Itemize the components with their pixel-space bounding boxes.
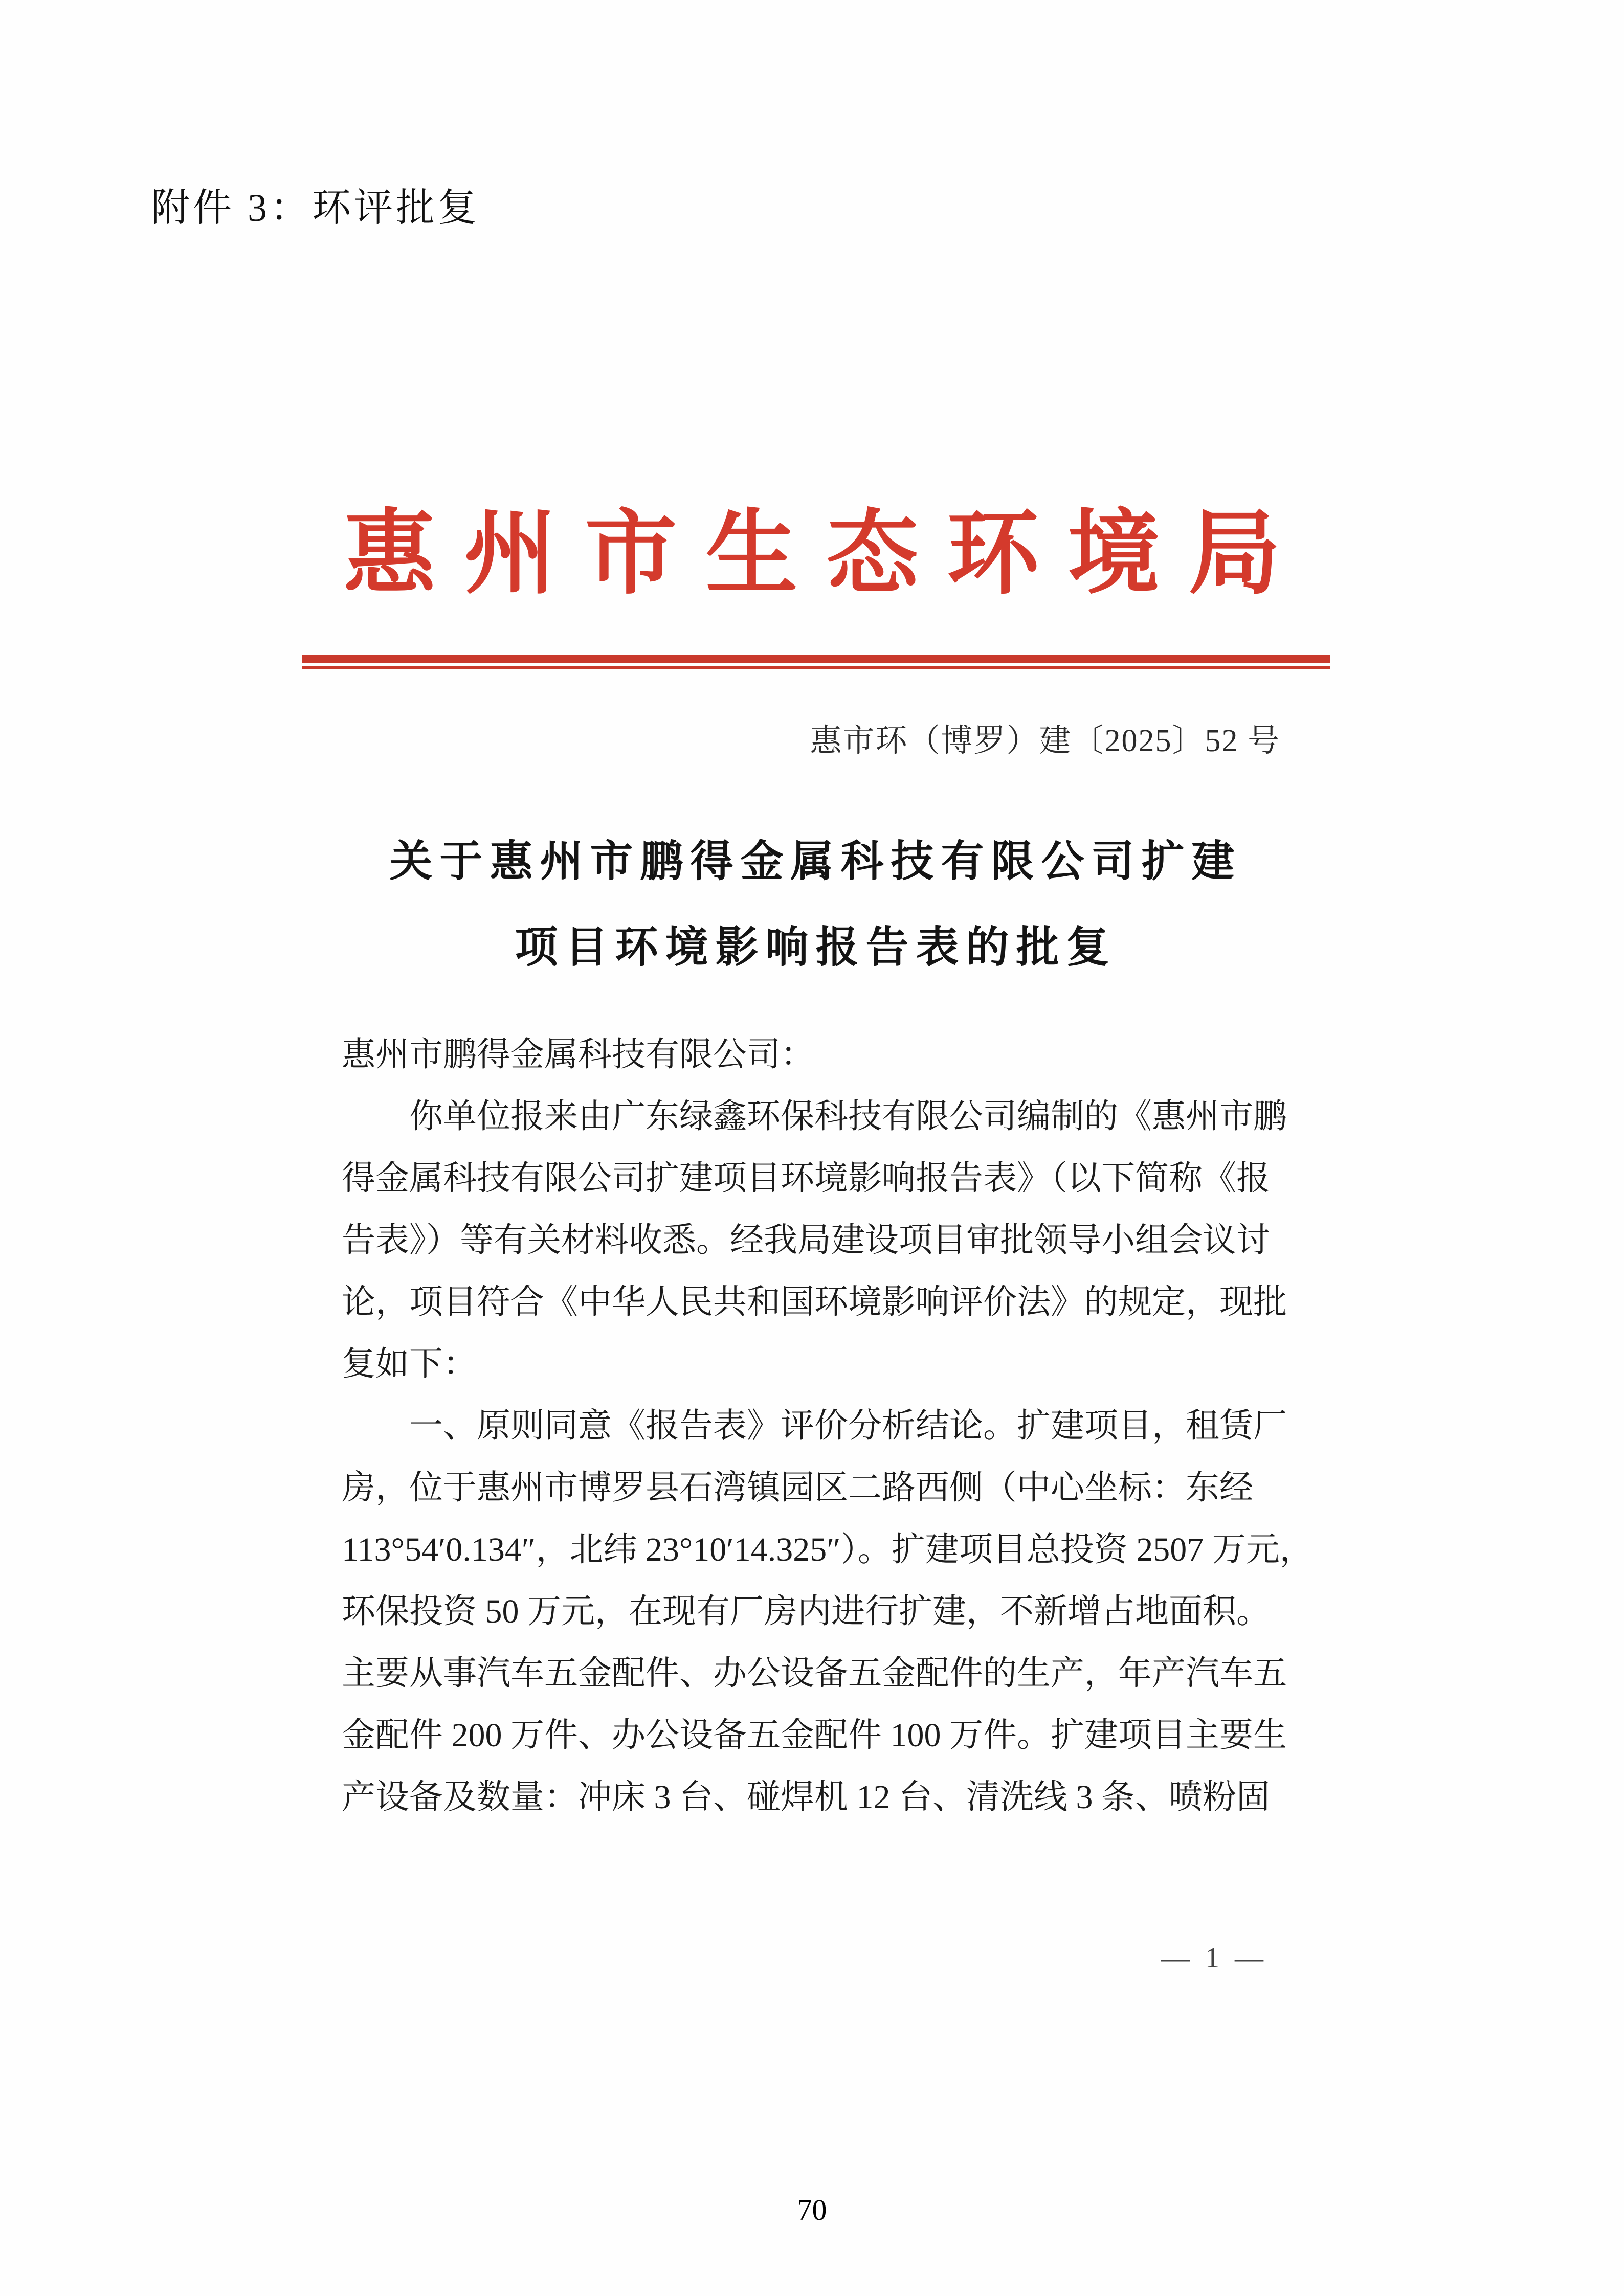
page-number: 70 xyxy=(797,2193,827,2226)
body-line: 113°54′0.134″，北纬 23°10′14.325″）。扩建项目总投资 2507 万元， xyxy=(342,1531,1314,1568)
body-text xyxy=(342,1024,1314,1828)
body-line-salutation: 惠州市鹏得金属科技有限公司： xyxy=(342,1036,814,1073)
red-divider-thin-line xyxy=(302,666,1330,669)
doc-reference-number: 惠市环（博罗）建〔2025〕52 号 xyxy=(810,724,1280,758)
body-line: 房，位于惠州市博罗县石湾镇园区二路西侧（中心坐标：东经 xyxy=(342,1469,1253,1506)
red-divider xyxy=(302,655,1330,669)
body-line: 金配件 200 万件、办公设备五金配件 100 万件。扩建项目主要生 xyxy=(342,1717,1287,1754)
body-line: 产设备及数量：冲床 3 台、碰焊机 12 台、清洗线 3 条、喷粉固 xyxy=(342,1779,1270,1816)
red-divider-thick-line xyxy=(302,655,1330,663)
body-line: 一、原则同意《报告表》评价分析结论。扩建项目，租赁厂 xyxy=(409,1407,1287,1445)
doc-title-line-2: 项目环境影响报告表的批复 xyxy=(515,924,1117,972)
red-divider-gap xyxy=(302,663,1330,666)
body-line: 得金属科技有限公司扩建项目环境影响报告表》（以下简称《报 xyxy=(342,1160,1270,1197)
body-line: 环保投资 50 万元，在现有厂房内进行扩建，不新增占地面积。 xyxy=(342,1593,1270,1630)
body-line: 复如下： xyxy=(342,1345,477,1383)
attachment-label: 附件 3：环评批复 xyxy=(151,187,480,230)
body-line: 告表》）等有关材料收悉。经我局建设项目审批领导小组会议讨 xyxy=(342,1222,1270,1259)
body-line: 主要从事汽车五金配件、办公设备五金配件的生产，年产汽车五 xyxy=(342,1655,1287,1692)
page-marker: — 1 — xyxy=(1161,1942,1267,1974)
agency-masthead: 惠州市生态环境局 xyxy=(343,503,1309,605)
doc-title-line-1: 关于惠州市鹏得金属科技有限公司扩建 xyxy=(389,838,1242,886)
doc-title xyxy=(0,819,1624,991)
body-line: 论，项目符合《中华人民共和国环境影响评价法》的规定，现批 xyxy=(342,1284,1287,1321)
body-line: 你单位报来由广东绿鑫环保科技有限公司编制的《惠州市鹏 xyxy=(409,1098,1287,1135)
